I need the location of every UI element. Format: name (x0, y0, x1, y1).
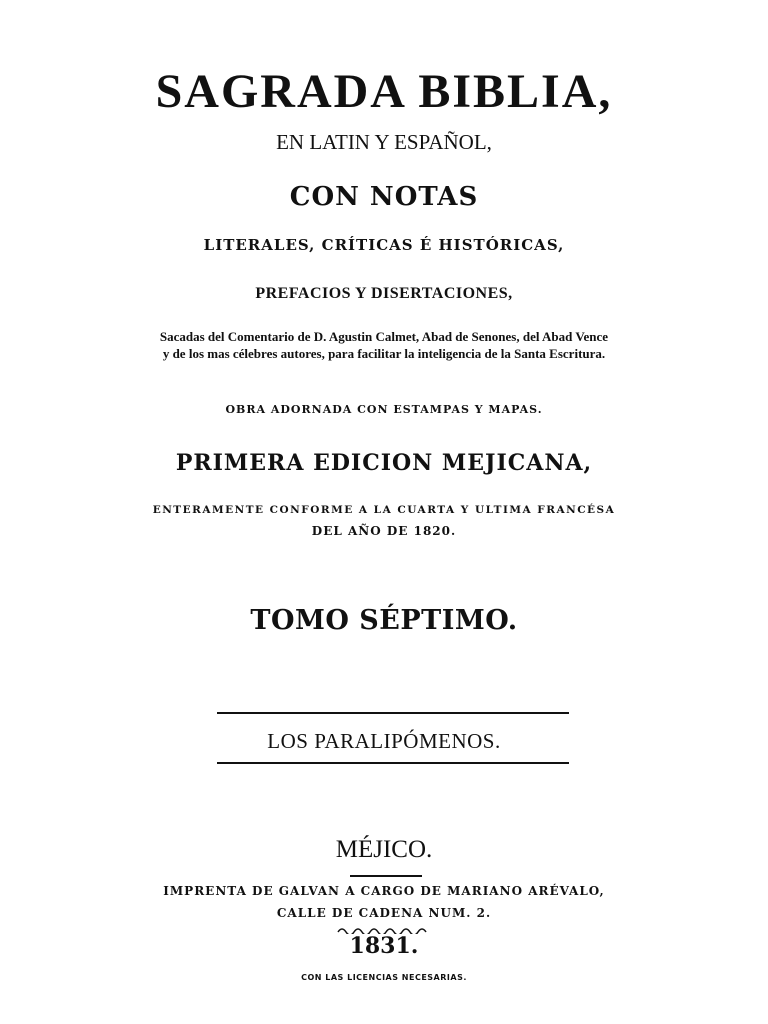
printer-line-2: CALLE DE CADENA NUM. 2. (276, 906, 492, 920)
printer-line-1: IMPRENTA DE GALVAN A CARGO DE MARIANO ARÉVALO, (163, 884, 605, 898)
licenses-note: CON LAS LICENCIAS NECESARIAS. (301, 973, 467, 982)
imprint-city: MÉJICO. (335, 836, 433, 863)
book-title: SAGRADA BIBLIA, (155, 65, 613, 118)
volume-title: LOS PARALIPÓMENOS. (267, 729, 501, 753)
volume-number: TOMO SÉPTIMO. (250, 605, 518, 636)
notes-description: LITERALES, CRÍTICAS É HISTÓRICAS, (203, 236, 565, 254)
illustrations-note: OBRA ADORNADA CON ESTAMPAS Y MAPAS. (225, 403, 543, 416)
edition-year-note: DEL AÑO DE 1820. (311, 524, 457, 538)
source-line-2: y de los mas célebres autores, para facilitar la inteligencia de la Santa Escritura. (162, 346, 606, 361)
prefaces-line: PREFACIOS Y DISERTACIONES, (255, 285, 513, 302)
edition-title: PRIMERA EDICION MEJICANA, (175, 450, 593, 476)
source-line-1: Sacadas del Comentario de D. Agustin Calmet, Abad de Senones, del Abad Vence (159, 329, 609, 344)
book-subtitle: EN LATIN Y ESPAÑOL, (276, 130, 492, 154)
city-rule-divider (350, 875, 422, 877)
edition-conformity: ENTERAMENTE CONFORME A LA CUARTA Y ULTIMA FRANCÉSA (152, 504, 616, 516)
top-rule-divider (217, 712, 569, 714)
bottom-rule-divider (217, 762, 569, 764)
publication-year: 1831. (349, 933, 419, 959)
notas-heading: CON NOTAS (289, 182, 479, 212)
